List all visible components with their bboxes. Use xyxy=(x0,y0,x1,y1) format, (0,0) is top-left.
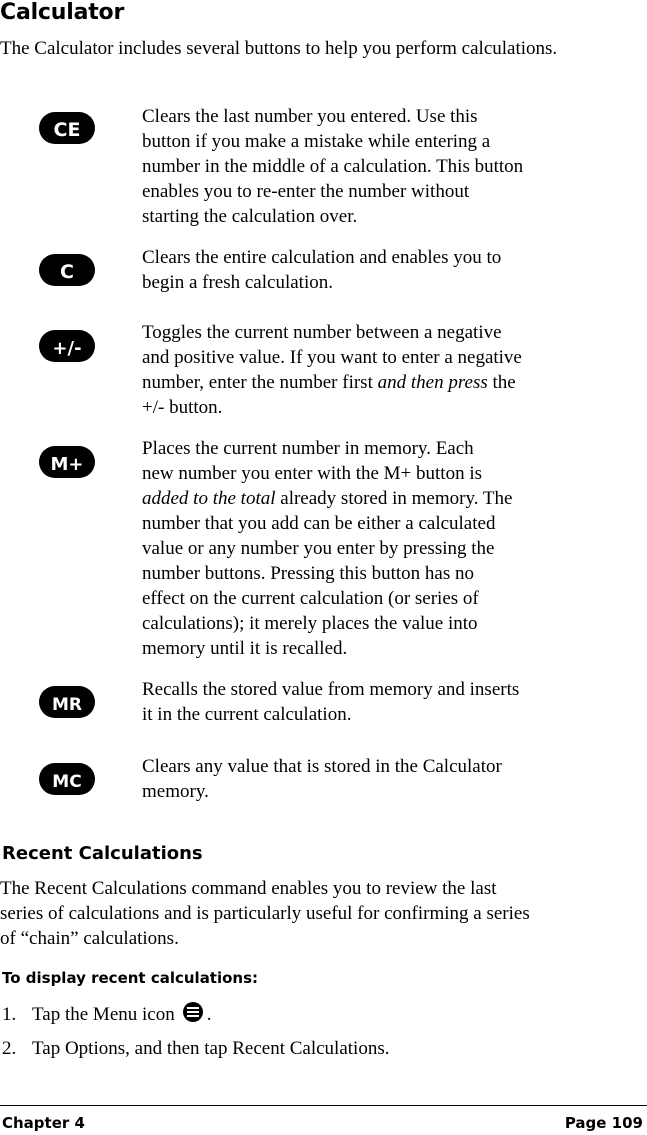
m-plus-line-3: added to the total already stored in memory. The xyxy=(142,488,513,509)
ce-button-label: CE xyxy=(53,119,81,141)
m-plus-description xyxy=(142,436,612,661)
ce-line-3: number in the middle of a calculation. This button xyxy=(142,156,524,177)
mr-button-label: MR xyxy=(51,695,83,715)
m-plus-line-6: number buttons. Pressing this button has no xyxy=(142,563,474,584)
step-text: Tap the Menu icon xyxy=(32,1004,175,1025)
step-number: 2. xyxy=(2,1038,17,1059)
m-plus-button-icon xyxy=(37,443,97,481)
c-button-icon xyxy=(37,251,97,289)
mc-line-1: Clears any value that is stored in the Calculator xyxy=(142,756,502,777)
mr-line-1: Recalls the stored value from memory and inserts xyxy=(142,679,520,700)
emphasis-text: and then press xyxy=(377,372,488,393)
ce-line-5: starting the calculation over. xyxy=(142,206,358,227)
recent-calculations-heading: Recent Calculations xyxy=(2,843,203,864)
mr-button-icon xyxy=(37,683,97,721)
m-plus-line-2: new number you enter with the M+ button is xyxy=(142,463,482,484)
recent-line-1: The Recent Calculations command enables you to review the last xyxy=(0,878,497,899)
plus-minus-description xyxy=(142,320,612,420)
ce-line-2: button if you make a mistake while entering a xyxy=(142,131,491,152)
emphasis-text: added to the total xyxy=(142,488,276,509)
m-plus-line-7: effect on the current calculation (or series of xyxy=(142,588,479,609)
m-plus-line-8: calculations); it merely places the value into xyxy=(142,613,478,634)
m-plus-line-4: number that you add can be either a calculated xyxy=(142,513,496,534)
plus-minus-button-icon xyxy=(37,327,97,365)
mc-line-2: memory. xyxy=(142,781,209,802)
recent-line-3: of “chain” calculations. xyxy=(0,928,179,949)
mr-description xyxy=(142,677,612,727)
ce-button-icon xyxy=(37,109,97,147)
ce-description xyxy=(142,104,612,229)
c-button-label: C xyxy=(60,261,74,283)
recent-line-2: series of calculations and is particularly useful for confirming a series xyxy=(0,903,530,924)
ce-line-4: enables you to re-enter the number without xyxy=(142,181,470,202)
mc-button-icon xyxy=(37,760,97,798)
plus-minus-line-1: Toggles the current number between a negative xyxy=(142,322,502,343)
procedure-heading: To display recent calculations: xyxy=(2,969,259,987)
c-description xyxy=(142,245,612,295)
step-2 xyxy=(2,1036,602,1061)
m-plus-line-9: memory until it is recalled. xyxy=(142,638,348,659)
footer-page-number: Page 109 xyxy=(564,1114,643,1132)
mr-line-2: it in the current calculation. xyxy=(142,704,352,725)
intro-text: The Calculator includes several buttons to help you perform calculations. xyxy=(0,38,558,59)
plus-minus-line-4: +/- button. xyxy=(142,397,223,418)
step-text: Tap Options, and then tap Recent Calculations. xyxy=(32,1038,390,1059)
footer-divider xyxy=(0,1105,647,1106)
page-title: Calculator xyxy=(0,0,125,25)
mc-button-label: MC xyxy=(52,772,82,792)
plus-minus-button-label: +/- xyxy=(52,338,82,359)
m-plus-line-1: Places the current number in memory. Each xyxy=(142,438,474,459)
ce-line-1: Clears the last number you entered. Use this xyxy=(142,106,478,127)
recent-calculations-paragraph xyxy=(0,876,640,951)
mc-description xyxy=(142,754,612,804)
plus-minus-line-3: number, enter the number first and then press the xyxy=(142,372,516,393)
m-plus-button-label: M+ xyxy=(50,454,84,475)
c-line-1: Clears the entire calculation and enables you to xyxy=(142,247,502,268)
footer-chapter: Chapter 4 xyxy=(2,1114,85,1132)
c-line-2: begin a fresh calculation. xyxy=(142,272,333,293)
menu-icon xyxy=(181,1001,205,1023)
intro-paragraph xyxy=(0,36,600,61)
plus-minus-line-2: and positive value. If you want to enter a negative xyxy=(142,347,522,368)
m-plus-line-5: value or any number you enter by pressing the xyxy=(142,538,495,559)
step-1: 1. Tap the Menu icon . xyxy=(2,1001,602,1027)
step-number: 1. xyxy=(2,1004,17,1025)
